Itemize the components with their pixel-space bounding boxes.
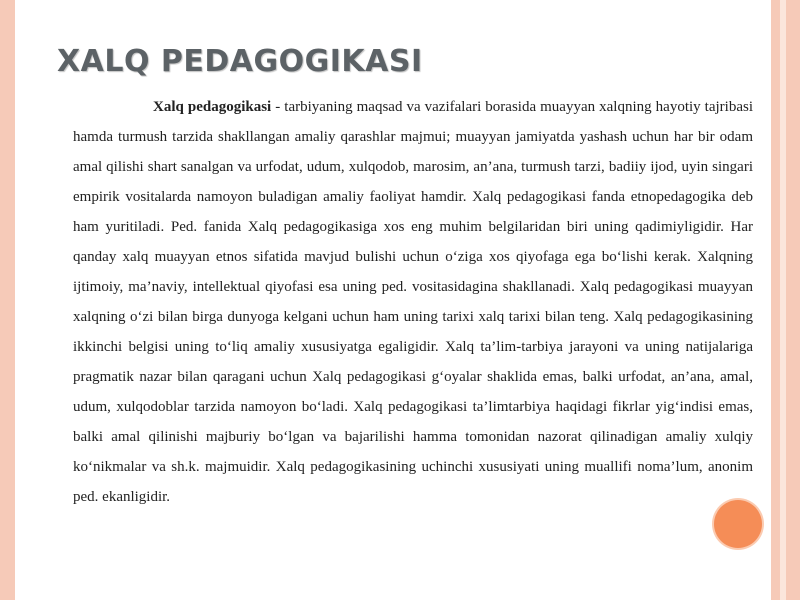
right-decorative-stripe <box>780 0 786 600</box>
definition-term: Xalq pedagogikasi <box>153 99 272 115</box>
slide-title: XALQ PEDAGOGIKASI <box>57 44 423 79</box>
left-decorative-border <box>0 0 15 600</box>
term-separator: - <box>271 99 285 115</box>
definition-text: tarbiyaning maqsad va vazifalari borasida muayyan xalqning hayotiy tajribasi hamda turmush tarzida shakllangan amaliy qarashlar majmui; muayyan jamiyatda yashash uchun har bir odam amal qilishi shart sanalgan va urfodat, udum, xulqodob, marosim, an’ana, turmush tarzi, badiiy ijod, uyin singari empirik vositalarda namoyon buladigan amaliy faoliyat hamdir. Xalq pedagogikasi fanda etnopedagogika deb ham yuritiladi. Ped. fanida Xalq pedagogikasiga xos eng muhim belgilaridan biri uning qadimiyligidir. Har qanday xalq muayyan etnos sifatida mavjud bulishi uchun o‘ziga xos qiyofaga ega bo‘lishi kerak. Xalqning ijtimoiy, ma’naviy, intellektual qiyofasi esa uning ped. vositasidagina shakllanadi. Xalq pedagogikasi muayyan xalqning o‘zi bilan birga dunyoga kelgani uchun ham uning tarixi xalq tarixi bilan teng. Xalq pedagogikasining ikkinchi belgisi uning to‘liq amaliy xususiyatga egaligidir. Xalq ta’lim-tarbiya jarayoni va uning natijalariga pragmatik nazar bilan qaragani uchun Xalq pedagogikasi g‘oyalar shaklida emas, balki urfodat, an’ana, amal, udum, xulqodoblar tarzida namoyon bo‘ladi. Xalq pedagogikasi ta’limtarbiya haqidagi fikrlar yig‘indisi emas, balki amal qilinishi majburiy bo‘lgan va bajarilishi hamma tomonidan nazorat qilinadigan amaliy xulqiy ko‘nikmalar va sh.k. majmuidir. Xalq pedagogikasining uchinchi xususiyati uning muallifi noma’lum, anonim ped. ekanligidir. <box>73 99 753 505</box>
slide-body-paragraph <box>73 92 753 512</box>
decorative-circle <box>714 500 762 548</box>
